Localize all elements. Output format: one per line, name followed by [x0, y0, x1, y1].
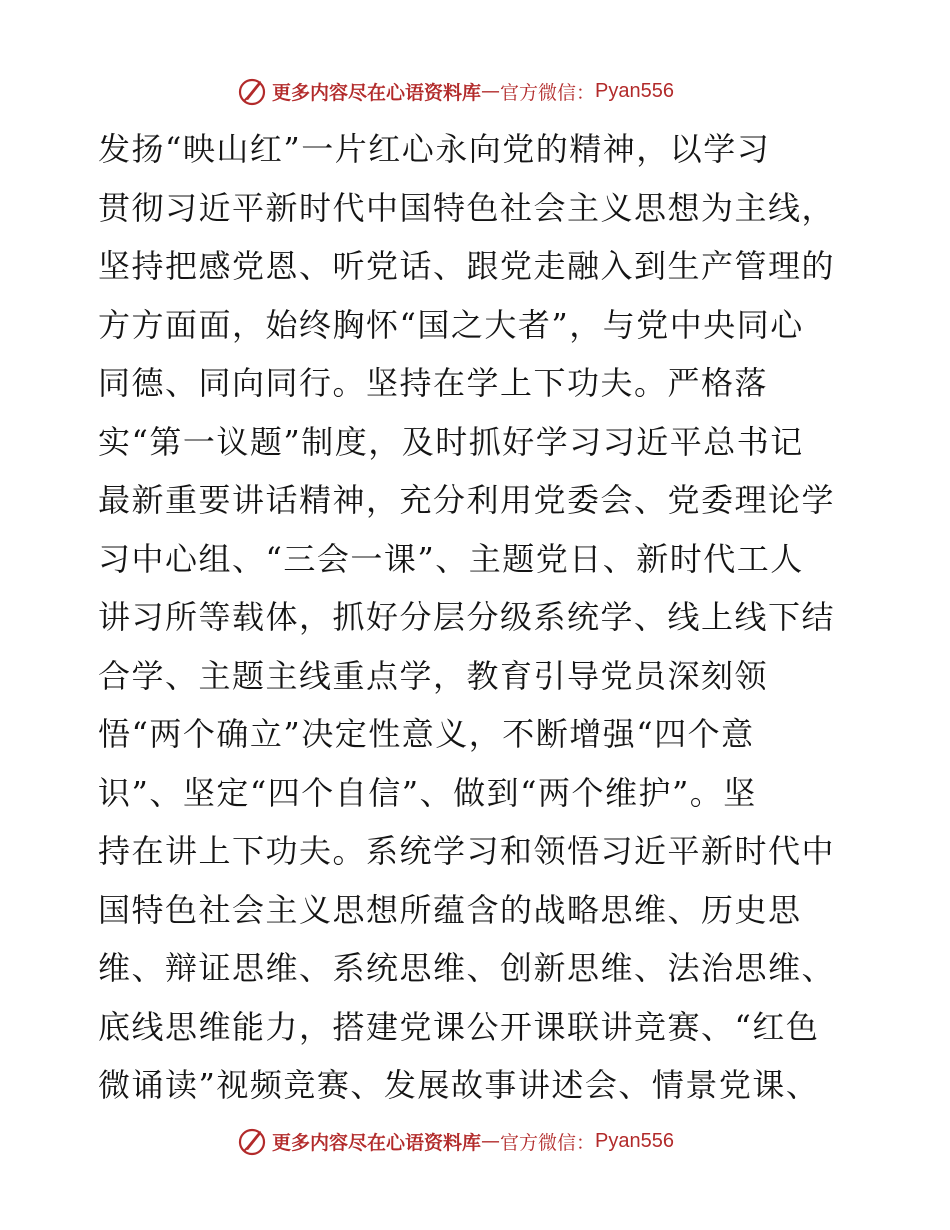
text-line: 识”、坚定“四个自信”、做到“两个维护”。坚	[98, 773, 757, 812]
watermark-separator: —	[481, 80, 501, 102]
text-line: 方方面面，始终胸怀“国之大者”，与党中央同心	[98, 305, 804, 344]
text-line: 坚持把感党恩、听党话、跟党走融入到生产管理的	[98, 247, 836, 285]
watermark-separator: —	[481, 1130, 501, 1152]
body-text	[98, 120, 858, 1115]
watermark-wechat-label: 官方微信：	[500, 81, 596, 104]
quill-pen-logo-icon	[236, 75, 268, 107]
text-line: 底线思维能力，搭建党课公开课联讲竞赛、“红色	[98, 1007, 820, 1046]
watermark-text: 更多内容尽在心语资料库	[272, 1131, 482, 1154]
text-line: 最新重要讲话精神，充分利用党委会、党委理论学	[98, 481, 836, 519]
watermark-text: 更多内容尽在心语资料库	[272, 81, 482, 104]
text-line: 合学、主题主线重点学，教育引导党员深刻领	[98, 656, 769, 695]
watermark-header	[236, 74, 674, 108]
text-line: 发扬“映山红”一片红心永向党的精神，以学习	[98, 130, 771, 168]
text-line: 同德、同向同行。坚持在学上下功夫。严格落	[98, 364, 769, 402]
watermark-wechat-label: 官方微信：	[500, 1131, 596, 1154]
text-line: 微诵读”视频竞赛、发展故事讲述会、情景党课、	[98, 1066, 820, 1104]
text-line: 讲习所等载体，抓好分层分级系统学、线上线下结	[98, 598, 836, 636]
text-line: 国特色社会主义思想所蕴含的战略思维、历史思	[98, 890, 802, 929]
watermark-wechat-id: Pyan556	[595, 79, 674, 102]
text-line: 悟“两个确立”决定性意义，不断增强“四个意	[98, 715, 755, 753]
quill-pen-logo-icon	[236, 1125, 268, 1157]
watermark-footer	[236, 1124, 674, 1158]
text-line: 实“第一议题”制度，及时抓好学习习近平总书记	[98, 422, 804, 461]
watermark-wechat-id: Pyan556	[595, 1129, 674, 1152]
text-line: 贯彻习近平新时代中国特色社会主义思想为主线，	[98, 188, 836, 227]
text-line: 习中心组、“三会一课”、主题党日、新时代工人	[98, 539, 804, 578]
text-line: 维、辩证思维、系统思维、创新思维、法治思维、	[98, 949, 836, 987]
text-line: 持在讲上下功夫。系统学习和领悟习近平新时代中	[98, 832, 836, 870]
